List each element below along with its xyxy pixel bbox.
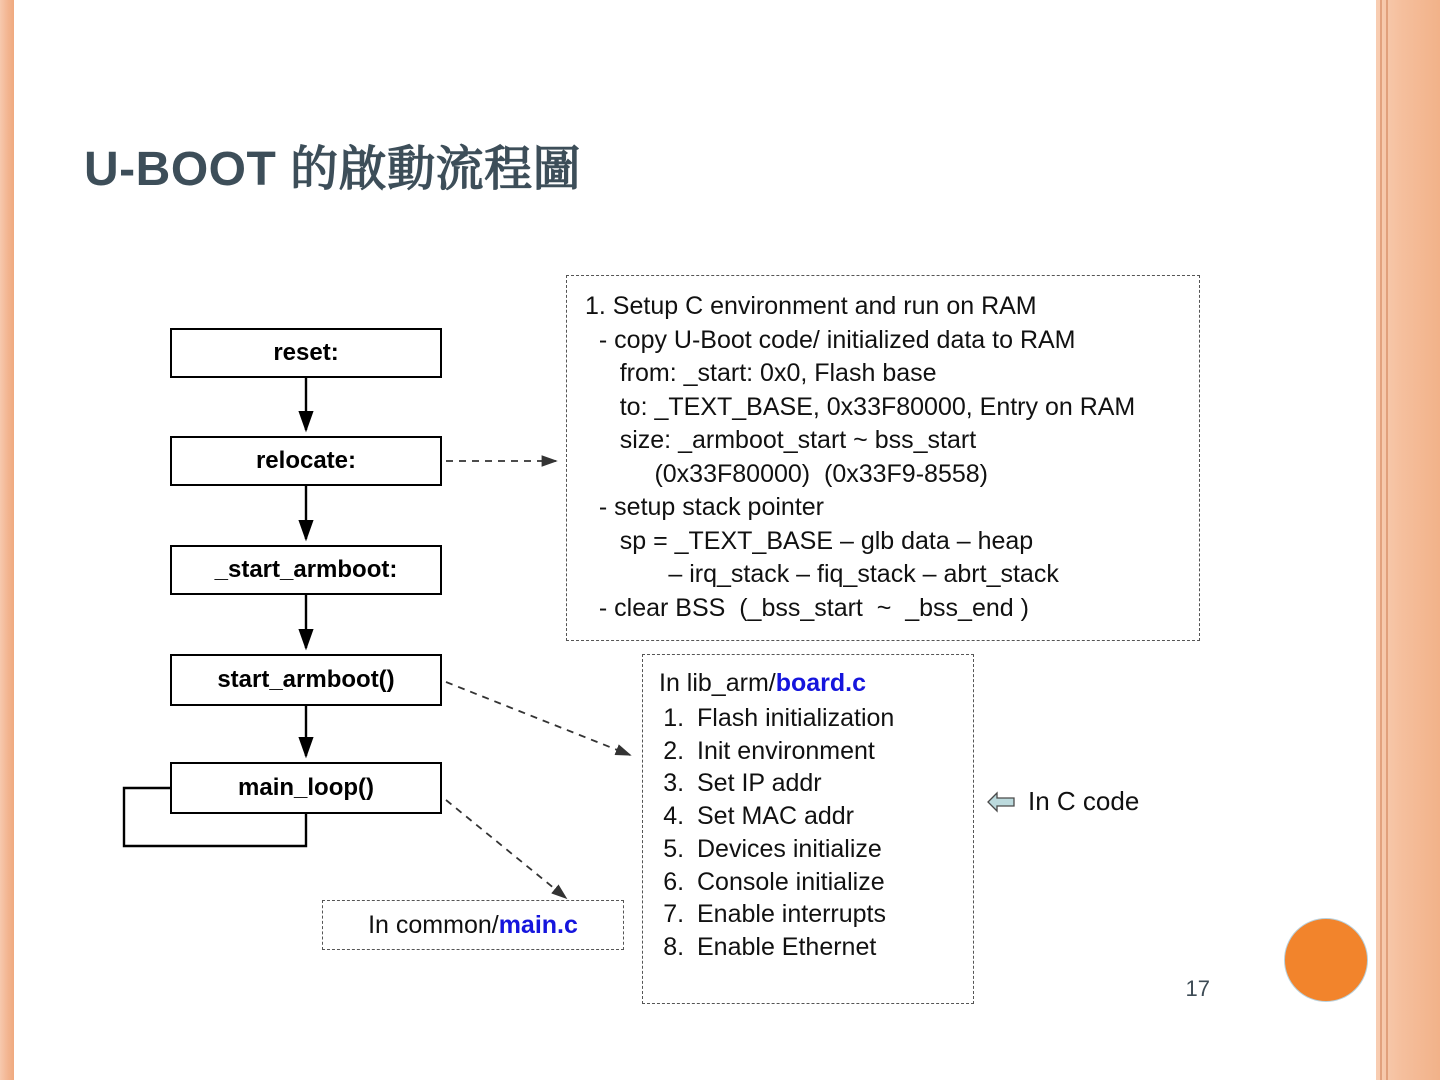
orange-circle-decoration: [1284, 918, 1368, 1002]
flow-node-start-armboot-label[interactable]: _start_armboot:: [170, 545, 442, 595]
in-c-code-annotation: In C code: [1028, 786, 1140, 816]
flow-node-relocate[interactable]: relocate:: [170, 436, 442, 486]
list-item: 3. Set IP addr: [691, 767, 963, 800]
list-item: 8. Enable Ethernet: [691, 931, 963, 964]
setup-line-9: – irq_stack – fiq_stack – abrt_stack: [585, 560, 1059, 588]
board-panel-header: [659, 667, 963, 700]
list-item: 2. Init environment: [691, 735, 963, 768]
board-panel-header-prefix: In lib_arm/: [659, 669, 776, 697]
board-step-list: [659, 702, 963, 964]
setup-line-7: - setup stack pointer: [585, 493, 825, 521]
page-number: 17: [1185, 976, 1210, 1001]
setup-line-5: size: _armboot_start ~ bss_start: [585, 426, 977, 454]
flow-node-reset[interactable]: reset:: [170, 328, 442, 378]
list-item: 7. Enable interrupts: [691, 898, 963, 931]
right-band-rule-2: [1386, 0, 1388, 1080]
setup-line-10: - clear BSS (_bss_start ~ _bss_end ): [585, 593, 1029, 622]
setup-line-3: from: _start: 0x0, Flash base: [585, 359, 937, 387]
list-item: 6. Console initialize: [691, 866, 963, 899]
flow-node-main-loop[interactable]: main_loop(): [170, 762, 442, 814]
setup-line-8: sp = _TEXT_BASE – glb data – heap: [585, 526, 1034, 555]
left-decorative-bar: [0, 0, 14, 1080]
main-panel-prefix: In common/: [368, 910, 499, 939]
setup-line-1: 1. Setup C environment and run on RAM: [585, 292, 1037, 320]
setup-line-6: (0x33F80000) (0x33F9-8558): [585, 459, 988, 488]
list-item: 4. Set MAC addr: [691, 800, 963, 833]
right-decorative-band: [1376, 0, 1440, 1080]
panel-common-main-c: [322, 900, 624, 950]
setup-line-4: to: _TEXT_BASE, 0x33F80000, Entry on RAM: [585, 392, 1136, 421]
right-band-rule-1: [1380, 0, 1382, 1080]
panel-board-c-steps: [642, 654, 974, 1004]
board-panel-header-file: board.c: [775, 669, 867, 697]
page-title: U-BOOT 的啟動流程圖: [84, 143, 582, 196]
setup-line-2: - copy U-Boot code/ initialized data to RAM: [585, 325, 1076, 354]
list-item: 1. Flash initialization: [691, 702, 963, 735]
main-panel-file: main.c: [498, 910, 578, 939]
list-item: 5. Devices initialize: [691, 833, 963, 866]
left-pointing-arrow-icon: [986, 786, 1016, 818]
panel-setup-c-environment: [566, 275, 1200, 641]
flow-node-start-armboot-function[interactable]: start_armboot(): [170, 654, 442, 706]
